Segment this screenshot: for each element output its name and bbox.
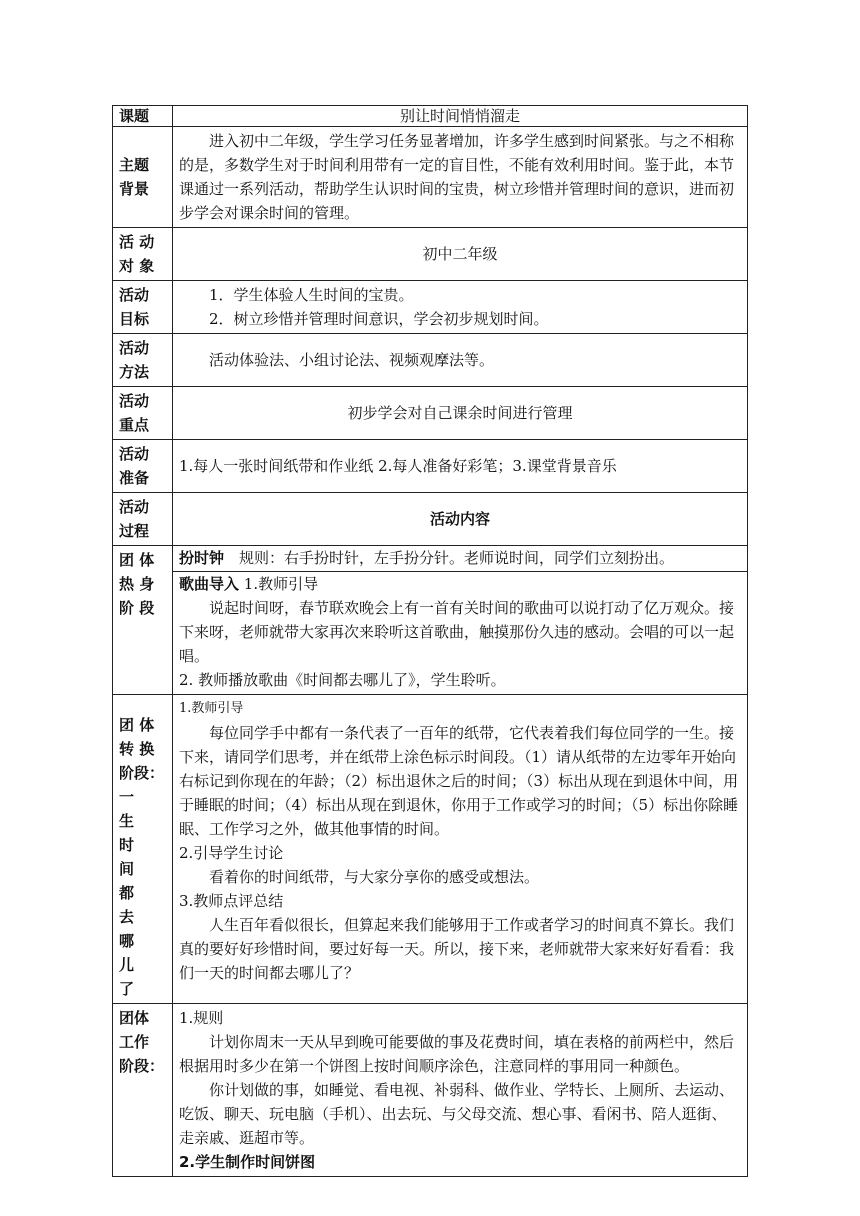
target-value: 初中二年级 bbox=[173, 228, 748, 281]
label-process: 活动 过程 bbox=[113, 493, 173, 546]
warmup-content: 扮时钟 规则：右手扮时针，左手扮分针。老师说时间，同学们立刻扮出。 歌曲导入 1.教师引导 说起时间呀，春节联欢晚会上有一首有关时间的歌曲可以说打动了亿万观众。接下来呀，老师就带大家再次来聆听这首歌曲，触摸那份久违的感动。会唱的可以一起唱。 2. 教师播放歌曲《时间都去哪儿了》，学生聆听。 bbox=[173, 546, 748, 695]
row-focus bbox=[113, 387, 748, 440]
lesson-plan-table bbox=[112, 105, 748, 1177]
label-focus: 活动 重点 bbox=[113, 387, 173, 440]
row-goals bbox=[113, 281, 748, 334]
row-target bbox=[113, 228, 748, 281]
label-goals: 活动 目标 bbox=[113, 281, 173, 334]
row-warmup bbox=[113, 546, 748, 695]
background-text: 进入初中二年级，学生学习任务显著增加，许多学生感到时间紧张。与之不相称的是，多数学生对于时间利用带有一定的盲目性，不能有效利用时间。鉴于此，本节课通过一系列活动，帮助学生认识时间的宝贵，树立珍惜并管理时间的意识，进而初步学会对课余时间的管理。 bbox=[173, 127, 748, 228]
label-methods: 活动 方法 bbox=[113, 334, 173, 387]
row-work bbox=[113, 1004, 748, 1177]
row-prep bbox=[113, 440, 748, 493]
label-topic: 课题 bbox=[113, 106, 173, 127]
row-transition bbox=[113, 695, 748, 1004]
transition-content: 1.教师引导 每位同学手中都有一条代表了一百年的纸带，它代表着我们每位同学的一生。接下来，请同学们思考，并在纸带上涂色标示时间段。（1）请从纸带的左边零年开始向右标记到你现在的年龄；（2）标出退休之后的时间；（3）标出从现在到退休中间，用于睡眠的时间；（4）标出从现在到退休，你用于工作或学习的时间；（5）标出你除睡眠、工作学习之外，做其他事情的时间。 2.引导学生讨论 看着你的时间纸带，与大家分享你的感受或想法。 3.教师点评总结 人生百年看似很长，但算起来我们能够用于工作或者学习的时间真不算长。我们真的要好好珍惜时间，要过好每一天。所以，接下来，老师就带大家来好好看看：我们一天的时间都去哪儿了？ bbox=[173, 695, 748, 1004]
topic-value: 别让时间悄悄溜走 bbox=[173, 106, 748, 127]
label-warmup: 团 体 热 身 阶 段 bbox=[113, 546, 173, 695]
prep-value: 1.每人一张时间纸带和作业纸 2.每人准备好彩笔；3.课堂背景音乐 bbox=[173, 440, 748, 493]
label-work: 团体 工作 阶段： bbox=[113, 1004, 173, 1177]
row-topic bbox=[113, 106, 748, 127]
work-content: 1.规则 计划你周末一天从早到晚可能要做的事及花费时间，填在表格的前两栏中，然后根据用时多少在第一个饼图上按时间顺序涂色，注意同样的事用同一种颜色。 你计划做的事，如睡觉、看电视、补弱科、做作业、学特长、上厕所、去运动、吃饭、聊天、玩电脑（手机）、出去玩、与父母交流、想心事、看闲书、陪人逛街、走亲戚、逛超市等。 2.学生制作时间饼图 bbox=[173, 1004, 748, 1177]
row-methods bbox=[113, 334, 748, 387]
methods-value: 活动体验法、小组讨论法、视频观摩法等。 bbox=[173, 334, 748, 387]
warmup-song: 歌曲导入 1.教师引导 bbox=[179, 575, 319, 593]
goals-list: 1．学生体验人生时间的宝贵。 2．树立珍惜并管理时间意识，学会初步规划时间。 bbox=[173, 281, 748, 334]
process-header: 活动内容 bbox=[173, 493, 748, 546]
warmup-game: 扮时钟 规则：右手扮时针，左手扮分针。老师说时间，同学们立刻扮出。 bbox=[173, 546, 747, 572]
row-process bbox=[113, 493, 748, 546]
focus-value: 初步学会对自己课余时间进行管理 bbox=[173, 387, 748, 440]
label-prep: 活动 准备 bbox=[113, 440, 173, 493]
label-target: 活 动 对 象 bbox=[113, 228, 173, 281]
label-background: 主题 背景 bbox=[113, 127, 173, 228]
label-transition: 团 体 转 换 阶段： 一 生 时 间 都 去 哪 儿 了 bbox=[113, 695, 173, 1004]
row-background bbox=[113, 127, 748, 228]
